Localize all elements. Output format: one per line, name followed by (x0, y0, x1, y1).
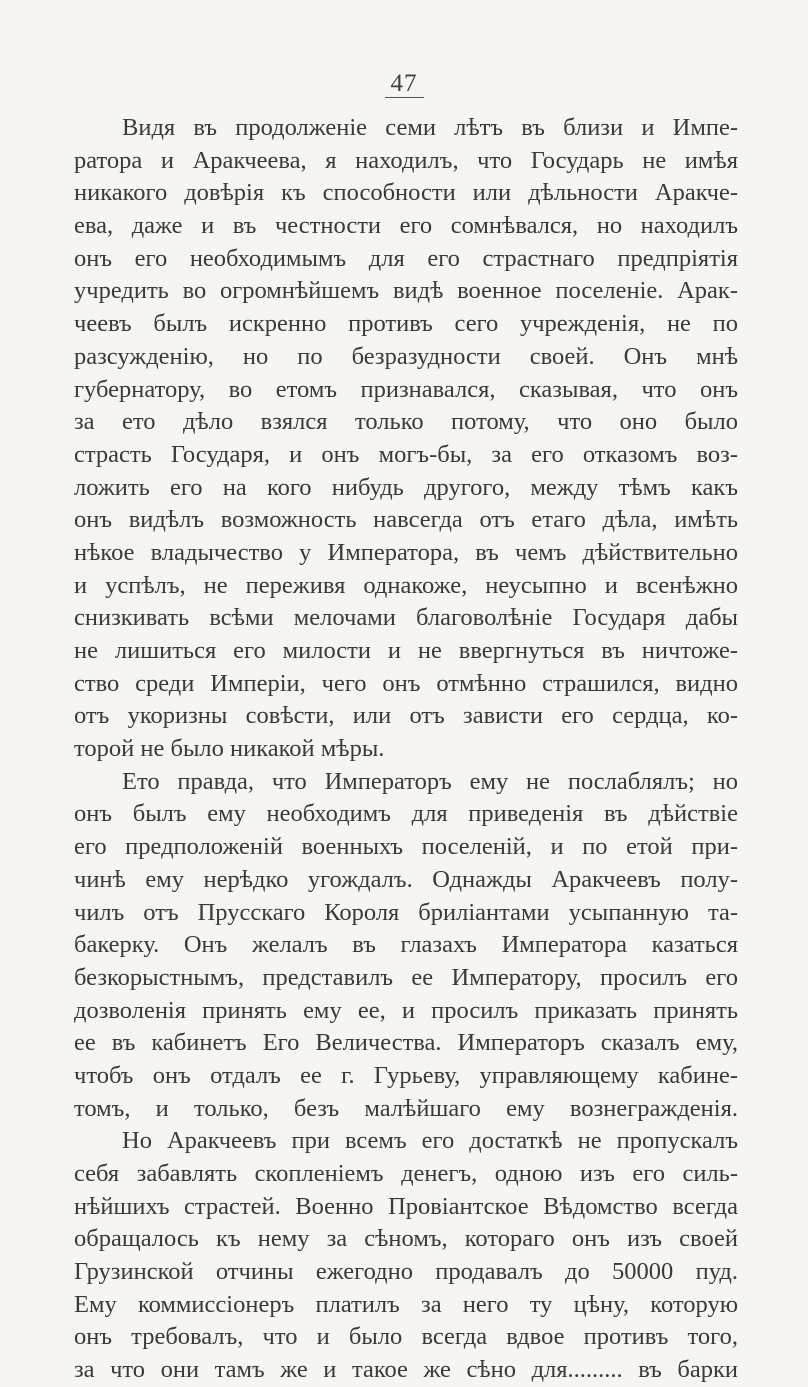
text-line: онъ требовалъ, что и было всегда вдвое противъ того, (74, 1323, 738, 1351)
text-line: никакого довѣрія къ способности или дѣльности Аракче- (74, 179, 738, 207)
text-line: губернатору, во етомъ признавался, сказывая, что онъ (74, 375, 738, 403)
text-line: страсть Государя, и онъ могъ-бы, за его отказомъ воз- (74, 440, 738, 468)
text-line: за что они тамъ же и такое же сѣно для......... въ барки (74, 1356, 738, 1384)
text-line: чилъ отъ Прусскаго Короля бриліантами усыпанную та- (74, 898, 738, 926)
text-line: Грузинской отчины ежегодно продавалъ до 50000 пуд. (74, 1258, 738, 1286)
text-line: томъ, и только, безъ малѣйшаго ему вознегражденія. (74, 1094, 738, 1122)
text-line: торой не было никакой мѣры. (74, 735, 385, 763)
text-line: ство среди Имперіи, чего онъ отмѣнно страшился, видно (74, 669, 738, 697)
text-line: нѣйшихъ страстей. Военно Провіантское Вѣдомство всегда (74, 1192, 738, 1220)
text-line: его предположеній военныхъ поселеній, и по етой при- (74, 833, 738, 861)
text-line: онъ былъ ему необходимъ для приведенія въ дѣйствіе (74, 800, 738, 828)
text-line: безкорыстнымъ, представилъ ее Императору, просилъ его (74, 963, 738, 991)
page-number: 47 (0, 70, 808, 98)
text-line: отъ укоризны совѣсти, или отъ зависти его сердца, ко- (74, 702, 738, 730)
text-line: ложить его на кого нибудь другого, между тѣмъ какъ (74, 473, 738, 501)
text-line: учредить во огромнѣйшемъ видѣ военное поселеніе. Арак- (74, 277, 738, 305)
text-line: бакерку. Онъ желалъ въ глазахъ Императора казаться (74, 931, 738, 959)
text-line: обращалось къ нему за сѣномъ, котораго онъ изъ своей (74, 1225, 738, 1253)
text-line: ева, даже и въ честности его сомнѣвался, но находилъ (74, 212, 738, 240)
text-line: не лишиться его милости и не ввергнуться въ ничтоже- (74, 637, 738, 664)
text-line: Видя въ продолженіе семи лѣтъ въ близи и Импе- (122, 114, 738, 141)
text-line: ратора и Аракчеева, я находилъ, что Государь не имѣя (74, 146, 738, 174)
text-line: онъ видѣлъ возможность навсегда отъ етаго дѣла, имѣть (74, 506, 738, 534)
text-line: Ему коммиссіонеръ платилъ за него ту цѣну, которую (74, 1290, 738, 1318)
body-text (74, 112, 738, 1387)
text-line: разсужденію, но по безразудности своей. Онъ мнѣ (74, 342, 738, 370)
text-line: снизкивать всѣми мелочами благоволѣніе Государя дабы (74, 604, 738, 632)
text-line: нѣкое владычество у Императора, въ чемъ дѣйствительно (74, 538, 738, 566)
text-line: ее въ кабинетъ Его Величества. Императоръ сказалъ ему, (74, 1029, 738, 1057)
text-line: и успѣлъ, не переживя однакоже, неусыпно и всенѣжно (74, 571, 738, 599)
text-line: чеевъ былъ искренно противъ сего учрежденія, не по (74, 310, 738, 338)
text-line: чтобъ онъ отдалъ ее г. Гурьеву, управляющему кабине- (74, 1061, 738, 1089)
text-line: себя забавлять скопленіемъ денегъ, одною изъ его силь- (74, 1160, 738, 1187)
text-line: дозволенія принять ему ее, и просилъ приказать принять (74, 996, 738, 1024)
text-line: онъ его необходимымъ для его страстнаго предпріятія (74, 244, 738, 272)
text-line: Ето правда, что Императоръ ему не послаблялъ; но (122, 767, 738, 795)
text-line: Но Аракчеевъ при всемъ его достаткѣ не пропускалъ (122, 1127, 738, 1155)
text-line: чинѣ ему нерѣдко угождалъ. Однажды Аракчеевъ полу- (74, 865, 738, 893)
text-line: за ето дѣло взялся только потому, что оно было (74, 408, 738, 436)
